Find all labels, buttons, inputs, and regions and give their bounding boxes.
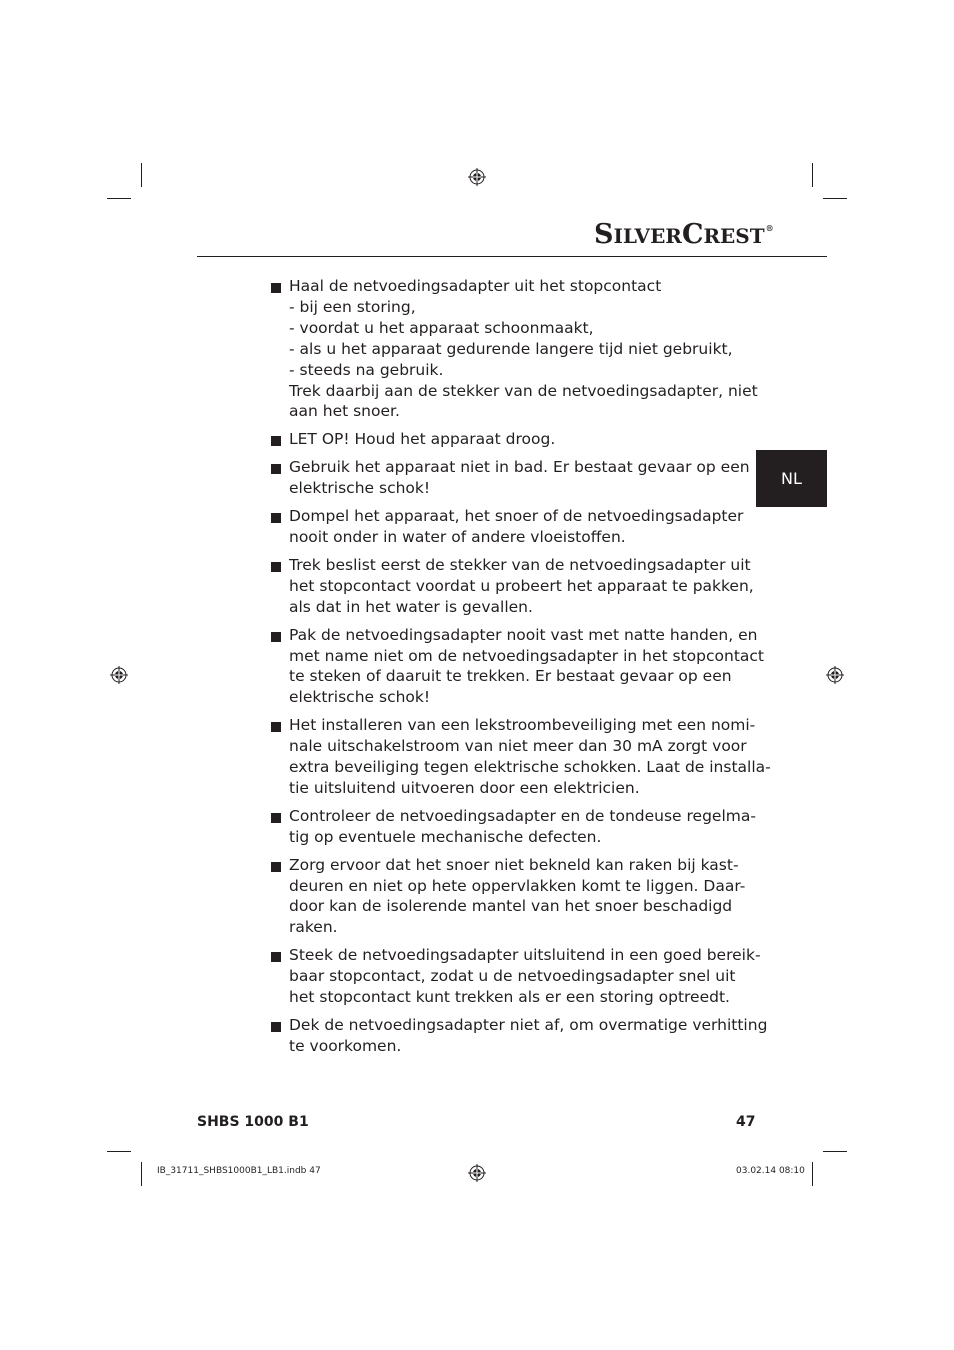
- page-number: 47: [736, 1114, 756, 1130]
- list-item-line: door kan de isolerende mantel van het snoer beschadigd: [289, 897, 733, 916]
- safety-instructions-list: [270, 276, 771, 1064]
- logo-letter: S: [594, 219, 614, 250]
- square-bullet-icon: [271, 1022, 281, 1032]
- language-tab: [756, 450, 827, 507]
- list-item-line: Gebruik het apparaat niet in bad. Er bestaat gevaar op een: [289, 458, 750, 477]
- list-item-line: Trek daarbij aan de stekker van de netvoedingsadapter, niet: [289, 381, 758, 400]
- crop-mark: [107, 1151, 131, 1152]
- list-item-line: Zorg ervoor dat het snoer niet bekneld kan raken bij kast-: [289, 855, 739, 874]
- list-item-line: met name niet om de netvoedingsadapter in het stopcontact: [289, 646, 765, 665]
- list-item-line: LET OP! Houd het apparaat droog.: [289, 430, 556, 449]
- square-bullet-icon: [271, 813, 281, 823]
- logo-letters: ILVER: [613, 224, 682, 248]
- crop-mark: [812, 163, 813, 187]
- square-bullet-icon: [271, 436, 281, 446]
- square-bullet-icon: [271, 464, 281, 474]
- list-item-line: - als u het apparaat gedurende langere tijd niet gebruikt,: [289, 339, 733, 358]
- list-item: [270, 1015, 768, 1057]
- list-item: [270, 715, 771, 799]
- list-item-line: baar stopcontact, zodat u de netvoedingsadapter snel uit: [289, 967, 736, 986]
- crop-mark: [812, 1162, 813, 1186]
- silvercrest-logo: [594, 219, 774, 250]
- logo-letters: REST: [703, 224, 765, 248]
- list-item-line: - steeds na gebruik.: [289, 360, 444, 379]
- list-item-line: Dompel het apparaat, het snoer of de netvoedingsadapter: [289, 507, 744, 526]
- crop-mark: [107, 198, 131, 199]
- list-item: [270, 429, 740, 450]
- list-item-line: tig op eventuele mechanische defecten.: [289, 827, 602, 846]
- square-bullet-icon: [271, 722, 281, 732]
- list-item: [270, 506, 744, 548]
- list-item-line: Trek beslist eerst de stekker van de netvoedingsadapter uit: [289, 555, 751, 574]
- list-item-line: nooit onder in water of andere vloeistoffen.: [289, 527, 626, 546]
- crop-mark: [823, 198, 847, 199]
- list-item: [270, 555, 754, 618]
- list-item-line: aan het snoer.: [289, 402, 400, 421]
- list-item-line: Steek de netvoedingsadapter uitsluitend in een goed bereik-: [289, 946, 761, 965]
- list-item-line: Het installeren van een lekstroombeveiliging met een nomi-: [289, 716, 756, 735]
- list-item-line: elektrische schok!: [289, 688, 431, 707]
- registration-mark-icon: [110, 666, 128, 684]
- registration-mark-icon: [826, 666, 844, 684]
- list-item-line: tie uitsluitend uitvoeren door een elektricien.: [289, 778, 640, 797]
- list-item-line: Haal de netvoedingsadapter uit het stopcontact: [289, 277, 662, 295]
- list-item-line: Dek de netvoedingsadapter niet af, om overmatige verhitting: [289, 1016, 768, 1034]
- list-item-line: - voordat u het apparaat schoonmaakt,: [289, 318, 594, 337]
- list-item-line: te steken of daaruit te trekken. Er bestaat gevaar op een: [289, 667, 732, 686]
- square-bullet-icon: [271, 513, 281, 523]
- list-item-line: extra beveiliging tegen elektrische schokken. Laat de installa-: [289, 758, 771, 777]
- list-item: [270, 625, 765, 709]
- list-item: [270, 457, 750, 499]
- list-item-line: raken.: [289, 918, 338, 937]
- list-item: [270, 945, 761, 1008]
- list-item: [270, 855, 746, 939]
- square-bullet-icon: [271, 952, 281, 962]
- square-bullet-icon: [271, 632, 281, 642]
- square-bullet-icon: [271, 562, 281, 572]
- registration-mark-icon: [468, 1164, 486, 1182]
- registration-mark-icon: [468, 168, 486, 186]
- language-tab-label: NL: [781, 469, 802, 488]
- crop-mark: [141, 163, 142, 187]
- crop-mark: [141, 1162, 142, 1186]
- list-item-line: het stopcontact voordat u probeert het apparaat te pakken,: [289, 576, 754, 595]
- crop-mark: [823, 1151, 847, 1152]
- list-item-line: Controleer de netvoedingsadapter en de tondeuse regelma-: [289, 806, 756, 825]
- list-item-line: het stopcontact kunt trekken als er een storing optreedt.: [289, 988, 730, 1007]
- square-bullet-icon: [271, 862, 281, 872]
- footer-model: SHBS 1000 B1: [197, 1114, 309, 1130]
- list-item-line: als dat in het water is gevallen.: [289, 597, 533, 616]
- print-slug-date: 03.02.14 08:10: [736, 1166, 805, 1176]
- header-rule: [197, 256, 827, 257]
- list-item-line: deuren en niet op hete oppervlakken komt te liggen. Daar-: [289, 876, 746, 895]
- square-bullet-icon: [271, 283, 281, 293]
- list-item-line: elektrische schok!: [289, 479, 431, 498]
- list-item: [270, 276, 758, 422]
- list-item-line: te voorkomen.: [289, 1036, 402, 1055]
- list-item-line: nale uitschakelstroom van niet meer dan 30 mA zorgt voor: [289, 737, 747, 756]
- list-item-line: Pak de netvoedingsadapter nooit vast met natte handen, en: [289, 625, 758, 644]
- list-item: [270, 806, 756, 848]
- logo-letter: C: [681, 219, 704, 250]
- registered-trademark: ®: [765, 223, 774, 233]
- list-item-line: - bij een storing,: [289, 297, 416, 316]
- print-slug-file: IB_31711_SHBS1000B1_LB1.indb 47: [157, 1166, 321, 1176]
